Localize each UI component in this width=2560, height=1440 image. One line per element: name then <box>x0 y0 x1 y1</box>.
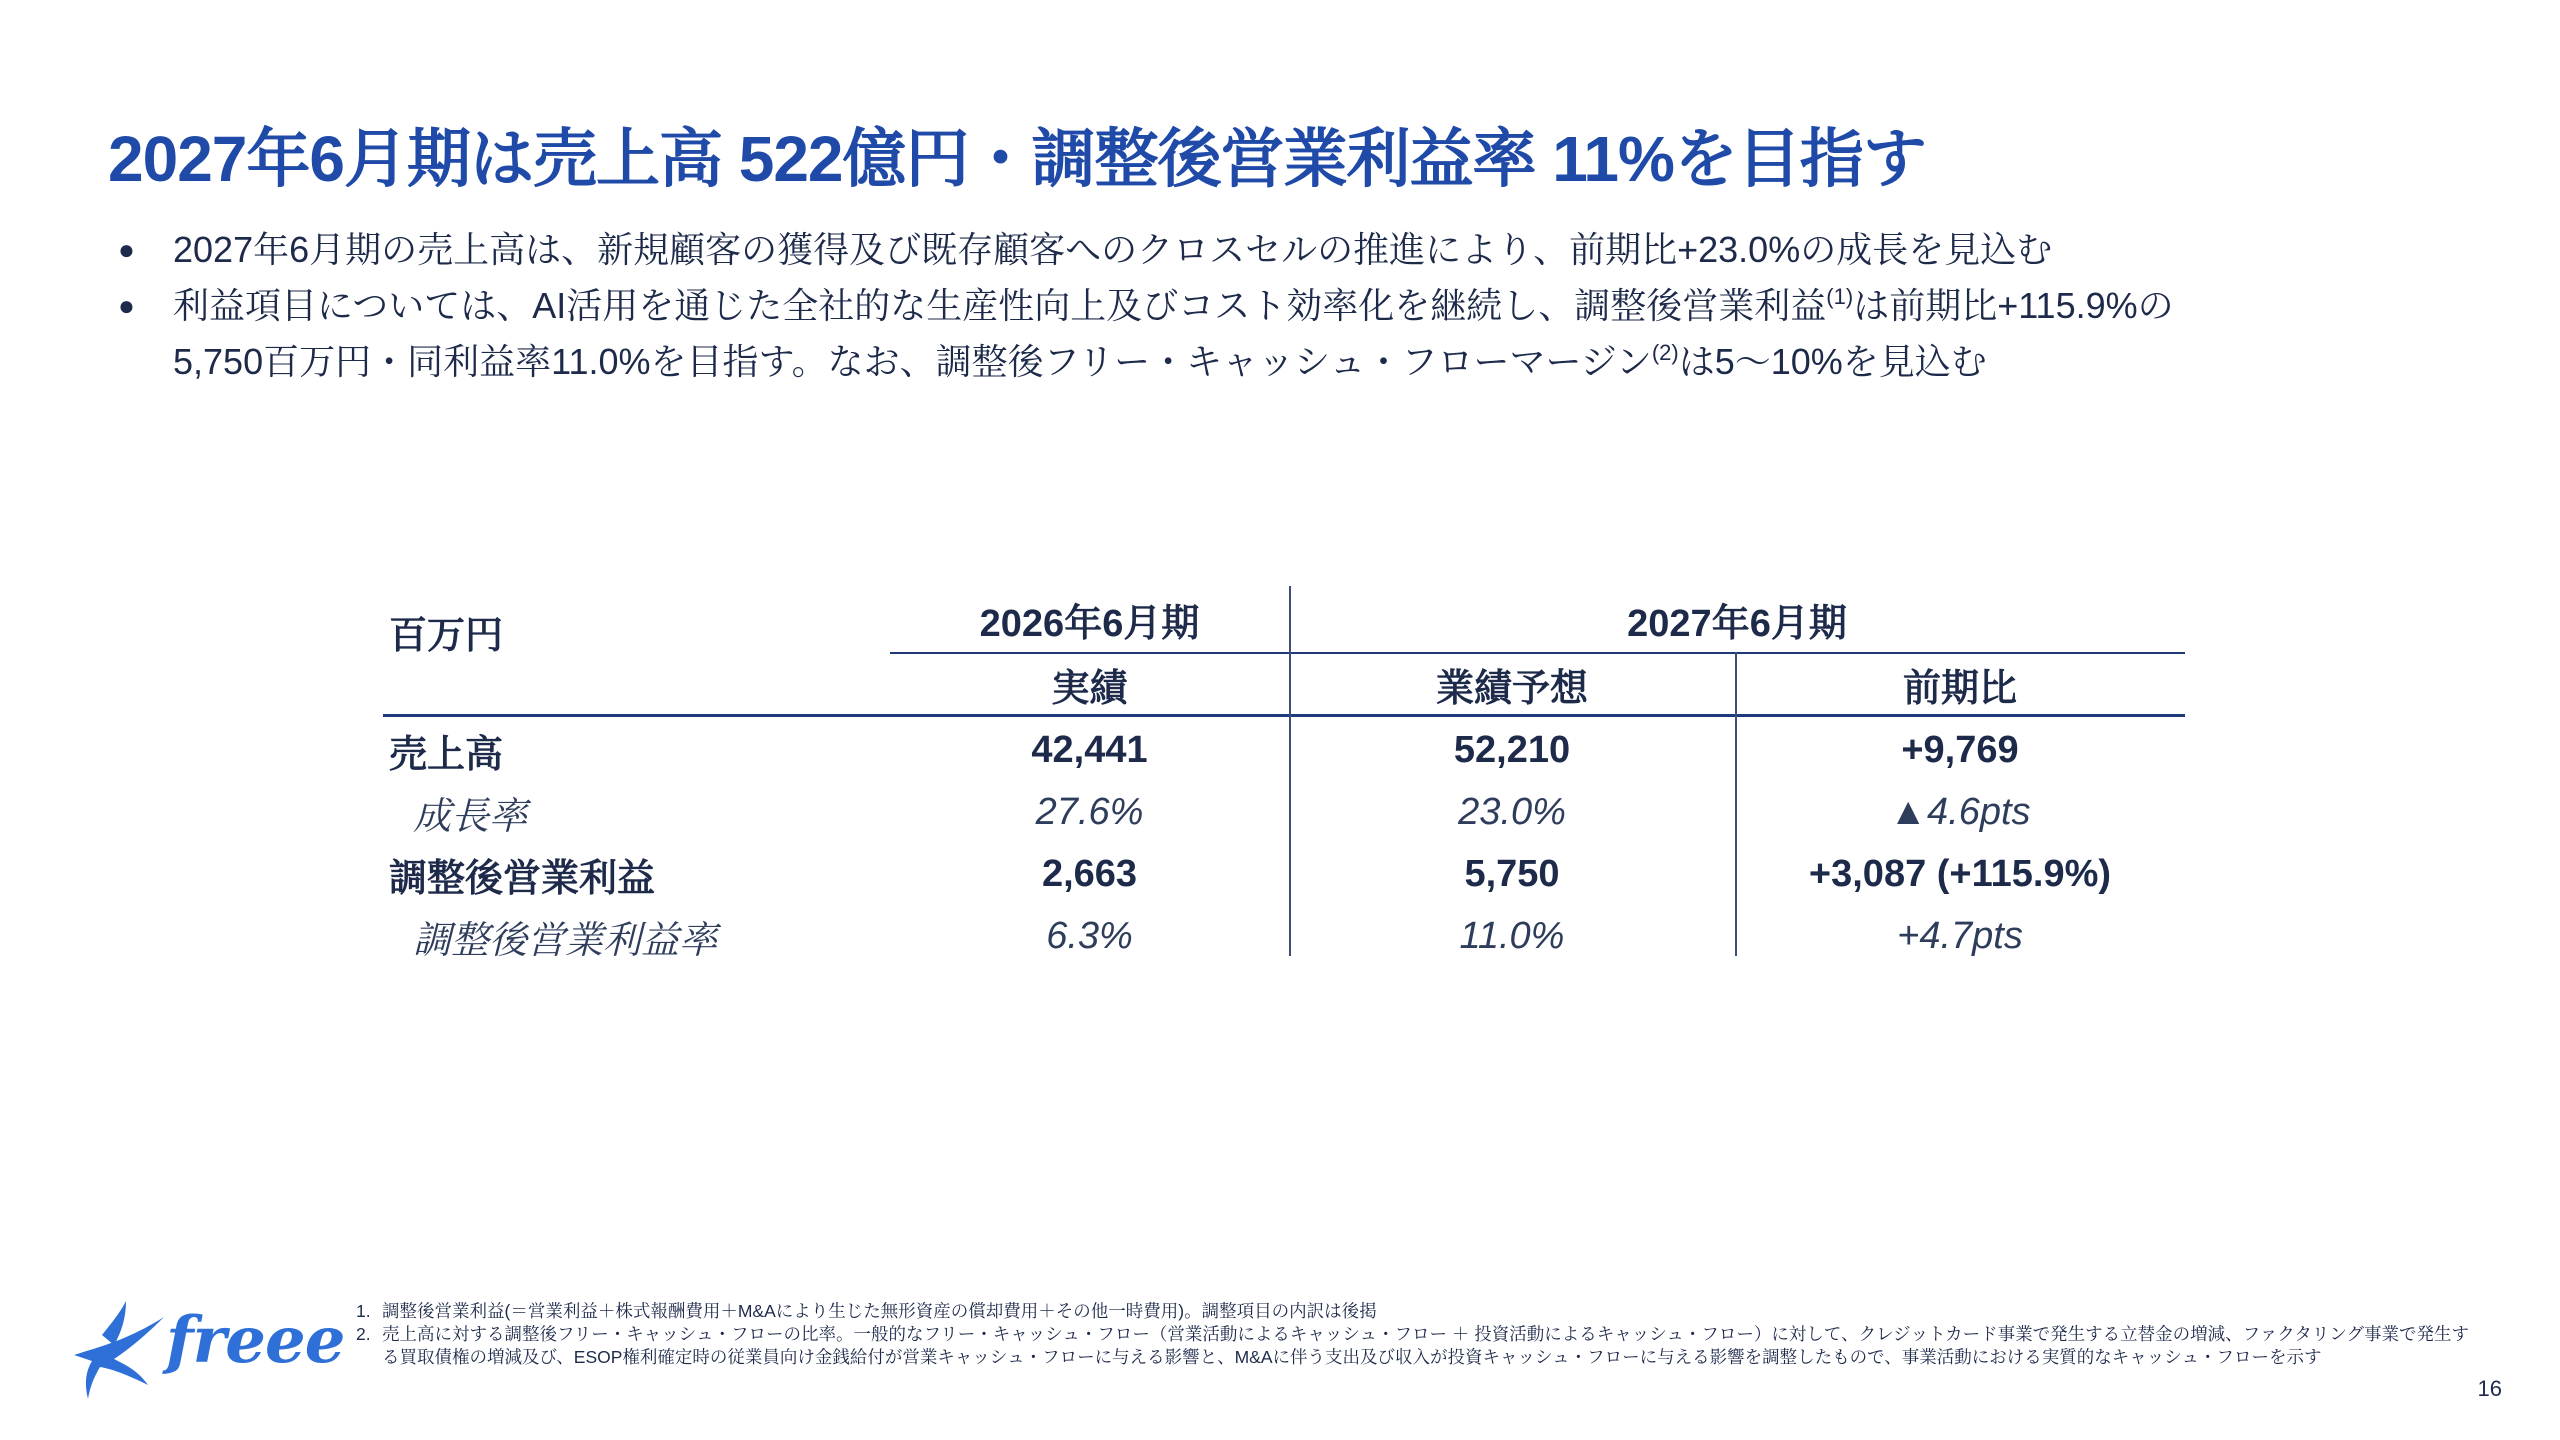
bullet-text: 5,750百万円・同利益率11.0%を目指す。なお、調整後フリー・キャッシュ・フローマージン <box>173 341 1652 382</box>
row-label-adj-op-margin: 調整後営業利益率 <box>413 919 718 962</box>
footnote-text: 調整後営業利益(＝営業利益＋株式報酬費用＋M&Aにより生じた無形資産の償却費用＋その他一時費用)。調整項目の内訳は後掲 <box>382 1301 1377 1321</box>
unit-label: 百万円 <box>389 614 504 657</box>
bullet-item <box>118 278 2438 390</box>
footnote-item <box>356 1323 2476 1369</box>
bullet-text: 利益項目については、AI活用を通じた全社的な生産性向上及びコスト効率化を継続し、調整後営業利益 <box>173 285 1827 326</box>
bullet-item <box>118 222 2438 278</box>
column-header-forecast: 業績予想 <box>1435 667 1588 710</box>
financial-table <box>383 586 2185 966</box>
column-header-yoy: 前期比 <box>1902 667 2017 710</box>
cell-adj-op-margin-forecast: 11.0% <box>1459 914 1565 957</box>
group-header-fy2026: 2026年6月期 <box>979 602 1200 645</box>
bullet-marker: ● <box>118 290 135 321</box>
cell-adj-op-margin-yoy: +4.7pts <box>1897 914 2023 957</box>
bullet-line <box>173 334 2438 390</box>
cell-adj-op-margin-actual: 6.3% <box>1046 914 1133 957</box>
header-rule <box>383 714 2185 717</box>
bullet-text: は前期比+115.9%の <box>1853 285 2174 326</box>
bullet-marker: ● <box>118 234 135 265</box>
cell-growth-yoy: ▲4.6pts <box>1889 790 2031 833</box>
freee-logo <box>68 1295 345 1405</box>
row-label-adj-op-income: 調整後営業利益 <box>389 857 656 900</box>
column-header-actual: 実績 <box>1051 667 1128 710</box>
footnote-text: 売上高に対する調整後フリー・キャッシュ・フローの比率。一般的なフリー・キャッシュ・フロー（営業活動によるキャッシュ・フロー ＋ 投資活動によるキャッシュ・フロー）に対して、クレジットカード事業で発生する立替金の増減、ファクタリング事業で発生する買取債権の増減及び、ESOP権利確定時の従業員向け金銭給付が営業キャッシュ・フローに与える影響と、M&Aに伴う支出及び収入が投資キャッシュ・フローに与える影響を調整したもので、事業活動における実質的なキャッシュ・フローを示す <box>382 1324 2470 1367</box>
bullet-text: は5～10%を見込む <box>1678 341 1987 382</box>
cell-revenue-forecast: 52,210 <box>1453 728 1571 771</box>
page-number: 16 <box>2477 1376 2502 1401</box>
bullet-line <box>173 278 2438 334</box>
slide-title: 2027年6月期は売上高 522億円・調整後営業利益率 11%を目指す <box>108 123 1926 195</box>
footnotes <box>356 1300 2476 1369</box>
cell-revenue-yoy: +9,769 <box>1901 728 2019 771</box>
cell-growth-actual: 27.6% <box>1035 790 1144 833</box>
footnote-number: 2. <box>356 1324 371 1344</box>
cell-revenue-actual: 42,441 <box>1031 728 1148 771</box>
row-label-revenue: 売上高 <box>389 733 504 776</box>
cell-adj-op-income-actual: 2,663 <box>1041 852 1138 895</box>
footnote-ref: (1) <box>1826 284 1854 309</box>
logo-wordmark: freee <box>166 1303 345 1378</box>
cell-adj-op-income-forecast: 5,750 <box>1464 852 1560 895</box>
footnote-ref: (2) <box>1651 340 1679 365</box>
bird-icon <box>68 1295 178 1405</box>
group-header-rule <box>890 652 2185 654</box>
footnote-number: 1. <box>356 1301 371 1321</box>
footnote-item <box>356 1300 2476 1323</box>
group-header-fy2027: 2027年6月期 <box>1627 602 1847 645</box>
bullet-text: 2027年6月期の売上高は、新規顧客の獲得及び既存顧客へのクロスセルの推進により、前期比+23.0%の成長を見込む <box>173 229 2053 270</box>
cell-adj-op-income-yoy: +3,087 (+115.9%) <box>1808 852 2112 895</box>
bullet-list <box>118 222 2438 390</box>
row-label-growth: 成長率 <box>413 795 528 838</box>
cell-growth-forecast: 23.0% <box>1458 790 1566 833</box>
